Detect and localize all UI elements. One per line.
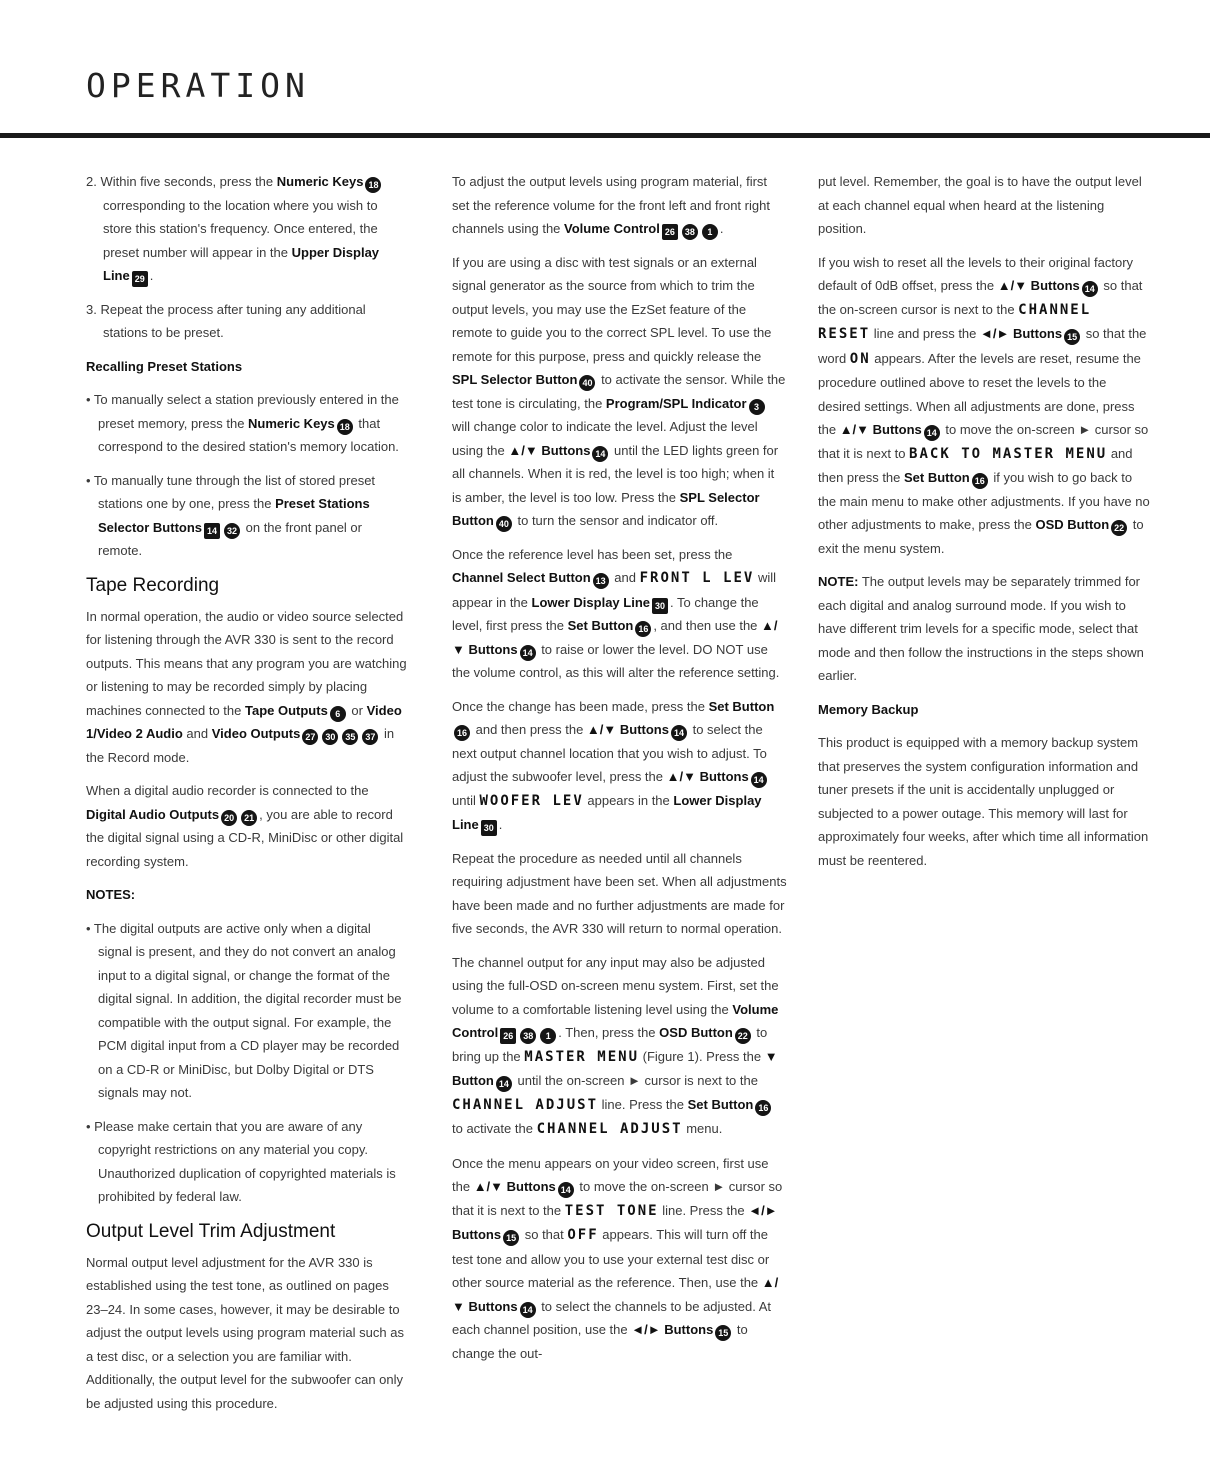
osd-text: CHANNEL RESET (818, 301, 1092, 342)
note-copyright: • Please make certain that you are aware of any copyright restrictions on any material you copy. Unauthorized duplication of copyrighted materials is prohibited by federal law. (86, 1118, 396, 1204)
set-button-paragraph: Once the change has been made, press the Set Button16 and then press the ▲/▼ Buttons 14 to select the next output channel location that you wish to adjust. To adjust the subwoofer level, press the ▲/▼ Buttons 14 until WOOFER LEV appears in the Lower Display Line 30 . (452, 695, 787, 837)
bullet-numeric-keys: • To manually select a station previously entered in the preset memory, press the Numeric Keys 18 that correspond to the desired station's memory location. (86, 392, 399, 454)
heading-recalling-preset-stations: Recalling Preset Stations (86, 358, 243, 374)
osd-text: WOOFER LEV (479, 792, 584, 809)
callout-icon: 18 (337, 419, 353, 435)
heading-output-level-trim: Output Level Trim Adjustment (86, 1220, 336, 1242)
reference-volume-paragraph: To adjust the output levels using program material, first set the reference volume for the front left and front right channels using the Volume Control 26 38 1 . (452, 170, 787, 241)
heading-notes: NOTES: (86, 887, 136, 902)
callout-icon: 29 (132, 271, 148, 287)
callout-icon: 40 (496, 516, 512, 532)
callout-icon: 15 (503, 1230, 519, 1246)
callout-icon: 21 (241, 810, 257, 826)
callout-icon: 22 (735, 1028, 751, 1044)
memory-backup-paragraph: This product is equipped with a memory backup system that preserves the system configuration information and tuner presets if the unit is accidentally unplugged or subjected to a power outage. This memory will last for approximately four weeks, after which time all information must be reentered. (818, 735, 1149, 868)
callout-icon: 16 (454, 725, 470, 741)
heading-memory-backup: Memory Backup (818, 701, 919, 717)
callout-icon: 14 (496, 1076, 512, 1092)
channel-select-paragraph: Once the reference level has been set, press the Channel Select Button 13 and FRONT L LEV will appear in the Lower Display Line 30 . To change the level, first press the Set Button 16 , and then use the ▲/▼ Buttons 14 to raise or lower the level. DO NOT use the volume control, as this will alter the reference setting. (452, 546, 780, 680)
osd-text: OFF (567, 1227, 599, 1243)
column-left (86, 170, 408, 1425)
header-rule (0, 133, 1210, 138)
callout-icon: 20 (221, 810, 237, 826)
ezset-paragraph: If you are using a disc with test signals or an external signal generator as the source from which to trim the output levels, you may use the EzSet feature of the remote to guide you to the correct SPL level. To use the remote for this purpose, press and quickly release the SPL Selector Button 40 to activate the sensor. While the test tone is circulating, the Program/SPL Indicator 3 will change color to indicate the level. Adjust the level using the ▲/▼ Buttons 14 until the LED lights green for all channels. When it is red, the level is too high; when it is amber, the level is too low. Press the SPL Selector Button 40 to turn the sensor and indicator off. (452, 251, 787, 533)
callout-icon: 38 (682, 224, 698, 240)
callout-icon: 14 (520, 645, 536, 661)
callout-icon: 16 (755, 1100, 771, 1116)
note-paragraph: NOTE: The output levels may be separately trimmed for each digital and analog surround mode. If you wish to have different trim levels for a specific mode, select that mode and then follow the instructions in the steps shown earlier. (818, 574, 1144, 683)
osd-text: CHANNEL ADJUST (536, 1121, 683, 1137)
callout-icon: 14 (558, 1182, 574, 1198)
osd-text: MASTER MENU (524, 1048, 639, 1065)
callout-icon: 15 (715, 1325, 731, 1341)
callout-icon: 14 (1082, 281, 1098, 297)
channel-reset-paragraph: If you wish to reset all the levels to their original factory default of 0dB offset, press the ▲/▼ Buttons 14 so that the on-screen cursor is next to the CHANNEL RESET line and press the ◄/► Buttons 15 so that the word ON appears. After the levels are reset, resume the procedure outlined above to reset the levels to the desired settings. When all adjustments are done, press the ▲/▼ Buttons 14 to move the on-screen ► cursor so that it is next to BACK TO MASTER MENU and then press the Set Button 16 if you wish to go back to the main menu to make other adjustments. If you have no other adjustments to make, press the OSD Button 22 to exit the menu system. (818, 254, 1150, 556)
callout-icon: 40 (579, 375, 595, 391)
callout-icon: 14 (751, 772, 767, 788)
trim-intro-paragraph: Normal output level adjustment for the AVR 330 is established using the test tone, as outlined on pages 23–24. In some cases, however, it may be desirable to adjust the output levels using program material such as a test disc, or a selection you are familiar with. Additionally, the output level for the subwoofer can only be adjusted using this procedure. (86, 1254, 404, 1411)
note-digital-outputs: • The digital outputs are active only when a digital signal is present, and they do not convert an analog input to a digital signal, or change the format of the digital signal. In addition, the digital recorder must be compatible with the output signal. For example, the PCM digital input from a CD player may be recorded on a CD-R or MiniDisc, but Dolby Digital or DTS signals may not. (86, 920, 402, 1100)
step-3-paragraph: 3. Repeat the process after tuning any additional stations to be preset. (86, 301, 366, 340)
callout-icon: 14 (924, 425, 940, 441)
callout-icon: 13 (593, 573, 609, 589)
callout-icon: 30 (322, 729, 338, 745)
digital-outputs-paragraph: When a digital audio recorder is connected to the Digital Audio Outputs 20 21 , you are able to record the digital signal using a CD-R, MiniDisc or other digital recording system. (86, 783, 404, 869)
osd-text: ON (849, 350, 871, 367)
callout-icon: 3 (749, 399, 765, 415)
callout-icon: 16 (972, 473, 988, 489)
step-2-paragraph: 2. Within five seconds, press the Numeric Keys 18 corresponding to the location where you wish to store this station's frequency. Once entered, the preset number will appear in the Upper Display Line 29 . (86, 170, 408, 288)
heading-tape-recording: Tape Recording (86, 574, 220, 596)
callout-icon: 14 (671, 725, 687, 741)
callout-icon: 14 (592, 446, 608, 462)
callout-icon: 22 (1111, 520, 1127, 536)
column-middle (452, 170, 787, 1375)
callout-icon: 18 (365, 177, 381, 193)
osd-text: FRONT L LEV (639, 570, 755, 586)
callout-icon: 37 (362, 729, 378, 745)
callout-icon: 35 (342, 729, 358, 745)
repeat-procedure-paragraph: Repeat the procedure as needed until all channels requiring adjustment have been set. When all adjustments have been made and no further adjustments are made for five seconds, the AVR 330 will return to normal operation. (452, 850, 787, 936)
callout-icon: 38 (520, 1028, 536, 1044)
callout-icon: 30 (481, 820, 497, 836)
page-title: OPERATION (86, 66, 310, 105)
callout-icon: 15 (1064, 329, 1080, 345)
output-level-continued: put level. Remember, the goal is to have the output level at each channel equal when heard at the listening position. (818, 174, 1142, 236)
bullet-preset-selector: • To manually tune through the list of stored preset stations one by one, press the Preset Stations Selector Buttons 14 32 on the front panel or remote. (86, 472, 376, 558)
callout-icon: 27 (302, 729, 318, 745)
callout-icon: 30 (652, 598, 668, 614)
column-right (818, 170, 1150, 882)
osd-text: TEST TONE (564, 1202, 659, 1219)
osd-text: BACK TO MASTER MENU (909, 445, 1108, 462)
osd-text: CHANNEL ADJUST (452, 1096, 599, 1113)
callout-icon: 6 (330, 706, 346, 722)
osd-adjust-paragraph: The channel output for any input may also be adjusted using the full-OSD on-screen menu system. First, set the volume to a comfortable listening level using the Volume Control 26 38 1 . Then, press the OSD Button 22 to bring up the MASTER MENU (Figure 1). Press the ▼ Button 14 until the on-screen ► cursor is next to the CHANNEL ADJUST line. Press the Set Button 16 to activate the CHANNEL ADJUST menu. (452, 954, 779, 1137)
callout-icon: 1 (702, 224, 718, 240)
callout-icon: 16 (635, 621, 651, 637)
callout-icon: 26 (500, 1028, 516, 1044)
callout-icon: 1 (540, 1028, 556, 1044)
tape-recording-paragraph: In normal operation, the audio or video source selected for listening through the AVR 330 is sent to the record outputs. This means that any program you are watching or listening to may be recorded simply by placing machines connected to the Tape Outputs 6 or Video 1/Video 2 Audio and Video Outputs 27 30 35 37 in the Record mode. (86, 608, 407, 765)
test-tone-paragraph: Once the menu appears on your video screen, first use the ▲/▼ Buttons 14 to move the on-screen ► cursor so that it is next to the TEST TONE line. Press the ◄/► Buttons 15 so that OFF appears. This will turn off the test tone and allow you to use your external test disc or other source material as the reference. Then, use the ▲/▼ Buttons 14 to select the channels to be adjusted. At each channel position, use the ◄/► Buttons 15 to change the out- (452, 1155, 783, 1361)
callout-icon: 32 (224, 523, 240, 539)
callout-icon: 14 (520, 1302, 536, 1318)
callout-icon: 26 (662, 224, 678, 240)
callout-icon: 14 (204, 523, 220, 539)
